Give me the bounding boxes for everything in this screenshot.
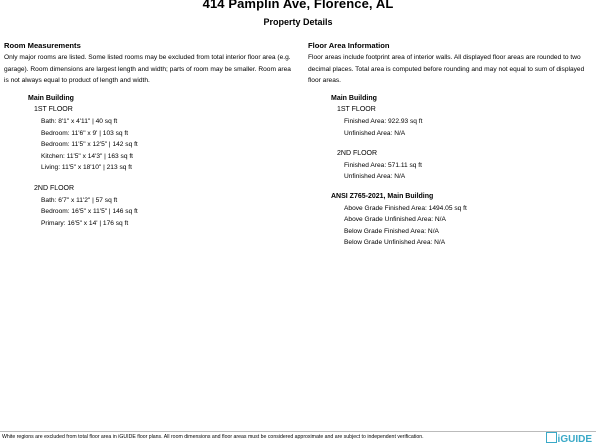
area-floor-2-name: 2ND FLOOR <box>337 150 378 158</box>
room-item: Bath: 6'7" x 11'2" | 57 sq ft <box>41 196 118 204</box>
room-measurements-note: Only major rooms are listed. Some listed rooms may be excluded from total interior floor area (e.g. garage). Room dimensions are largest length and width; parts of room may be smaller. Room area is not always equal to product of length and width. <box>4 54 291 85</box>
logo-mark-icon <box>546 432 557 443</box>
logo-text: iGUIDE <box>557 434 592 445</box>
room-item: Living: 11'5" x 18'10" | 213 sq ft <box>41 164 132 172</box>
ansi-item: Above Grade Finished Area: 1494.05 sq ft <box>344 204 467 212</box>
rooms-building-name: Main Building <box>28 94 74 102</box>
ansi-item: Below Grade Unfinished Area: N/A <box>344 239 446 247</box>
rooms-floor-2-name: 2ND FLOOR <box>34 184 75 192</box>
room-item: Bedroom: 11'5" x 12'5" | 142 sq ft <box>41 141 138 149</box>
room-item: Bedroom: 11'6" x 9' | 103 sq ft <box>41 129 129 137</box>
area-item: Finished Area: 571.11 sq ft <box>344 161 422 169</box>
area-item: Unfinished Area: N/A <box>344 129 406 137</box>
page-subtitle: Property Details <box>263 17 333 27</box>
page-title: 414 Pamplin Ave, Florence, AL <box>202 0 394 11</box>
room-item: Kitchen: 11'5" x 14'3" | 163 sq ft <box>41 152 133 160</box>
floor-area-note: Floor areas include footprint area of interior walls. All displayed floor areas are rounded to two decimal places. Total area is computed before rounding and may not equal to sum of displayed floor areas. <box>308 54 585 85</box>
room-item: Primary: 16'5" x 14' | 176 sq ft <box>41 219 129 227</box>
room-item: Bath: 8'1" x 4'11" | 40 sq ft <box>41 117 118 125</box>
rooms-floor-1-name: 1ST FLOOR <box>34 106 73 114</box>
floor-area-section <box>308 40 596 249</box>
ansi-item: Below Grade Finished Area: N/A <box>344 227 439 235</box>
area-item: Finished Area: 922.93 sq ft <box>344 117 423 125</box>
room-measurements-section <box>4 40 294 229</box>
floor-area-heading: Floor Area Information <box>308 41 390 50</box>
area-item: Unfinished Area: N/A <box>344 173 406 181</box>
room-measurements-heading: Room Measurements <box>4 41 81 50</box>
ansi-item: Above Grade Unfinished Area: N/A <box>344 216 446 224</box>
ansi-heading: ANSI Z765-2021, Main Building <box>331 192 434 200</box>
footer-disclaimer: White regions are excluded from total floor area in iGUIDE floor plans. All room dimensions and floor areas must be considered approximate and are subject to independent verification. <box>2 434 424 440</box>
area-building-name: Main Building <box>331 94 377 102</box>
room-item: Bedroom: 16'5" x 11'5" | 146 sq ft <box>41 208 138 216</box>
iguide-logo <box>546 432 592 445</box>
area-floor-1-name: 1ST FLOOR <box>337 106 376 114</box>
footer-divider <box>0 431 596 432</box>
